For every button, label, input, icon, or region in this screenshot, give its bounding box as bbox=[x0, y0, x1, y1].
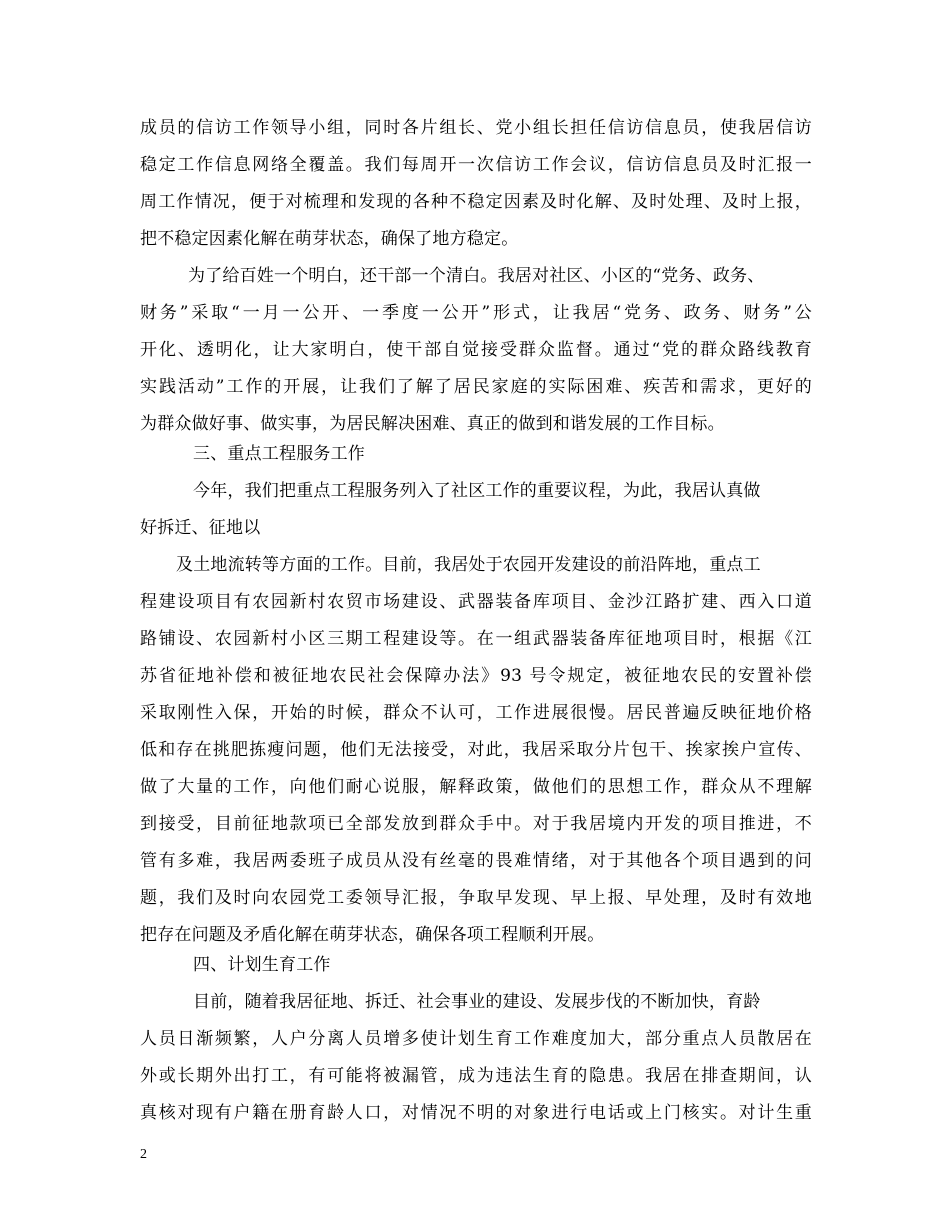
text-line: 实践活动”工作的开展，让我们了解了居民家庭的实际困难、疾苦和需求，更好的 bbox=[140, 377, 812, 397]
text-line: 目前，随着我居征地、拆迁、社会事业的建设、发展步伐的不断加快，育龄 bbox=[193, 992, 761, 1012]
text-line: 财务”采取“一月一公开、一季度一公开”形式，让我居“党务、政务、财务”公 bbox=[140, 303, 812, 323]
text-line: 为群众做好事、做实事，为居民解决困难、真正的做到和谐发展的工作目标。 bbox=[140, 414, 725, 434]
text-line: 苏省征地补偿和被征地农民社会保障办法》93 号令规定，被征地农民的安置补偿 bbox=[140, 666, 812, 686]
text-line: 做了大量的工作，向他们耐心说服，解释政策，做他们的思想工作，群众从不理解 bbox=[140, 777, 812, 797]
text-line: 程建设项目有农园新村农贸市场建设、武器装备库项目、金沙江路扩建、西入口道 bbox=[140, 592, 812, 612]
text-line: 人员日渐频繁，人户分离人员增多使计划生育工作难度加大，部分重点人员散居在 bbox=[140, 1029, 812, 1049]
text-line: 管有多难，我居两委班子成员从没有丝毫的畏难情绪，对于其他各个项目遇到的问 bbox=[140, 851, 812, 871]
page-number: 2 bbox=[140, 1147, 147, 1162]
text-line: 真核对现有户籍在册育龄人口，对情况不明的对象进行电话或上门核实。对计生重 bbox=[140, 1103, 812, 1123]
text-line: 路铺设、农园新村小区三期工程建设等。在一组武器装备库征地项目时，根据《江 bbox=[140, 629, 812, 649]
text-line: 稳定工作信息网络全覆盖。我们每周开一次信访工作会议，信访信息员及时汇报一 bbox=[140, 155, 812, 175]
text-line: 及土地流转等方面的工作。目前，我居处于农园开发建设的前沿阵地，重点工 bbox=[176, 555, 761, 575]
text-line: 成员的信访工作领导小组，同时各片组长、党小组长担任信访信息员，使我居信访 bbox=[140, 118, 812, 138]
text-line: 采取刚性入保，开始的时候，群众不认可，工作进展很慢。居民普遍反映征地价格 bbox=[140, 703, 812, 723]
text-line: 题，我们及时向农园党工委领导汇报，争取早发现、早上报、早处理，及时有效地 bbox=[140, 888, 812, 908]
text-line: 把存在问题及矛盾化解在萌芽状态，确保各项工程顺利开展。 bbox=[140, 925, 605, 945]
text-line: 为了给百姓一个明白，还干部一个清白。我居对社区、小区的“党务、政务、 bbox=[188, 266, 765, 286]
section-heading: 三、重点工程服务工作 bbox=[193, 444, 365, 464]
text-line: 把不稳定因素化解在萌芽状态，确保了地方稳定。 bbox=[140, 229, 519, 249]
section-heading: 四、计划生育工作 bbox=[193, 955, 331, 975]
text-line: 外或长期外出打工，有可能将被漏管，成为违法生育的隐患。我居在排查期间，认 bbox=[140, 1066, 812, 1086]
text-line: 低和存在挑肥拣瘦问题，他们无法接受，对此，我居采取分片包干、挨家挨户宣传、 bbox=[140, 740, 812, 760]
text-line: 开化、透明化，让大家明白，使干部自觉接受群众监督。通过“党的群众路线教育 bbox=[140, 340, 812, 360]
text-line: 好拆迁、征地以 bbox=[140, 518, 261, 538]
text-line: 周工作情况，便于对梳理和发现的各种不稳定因素及时化解、及时处理、及时上报， bbox=[140, 192, 812, 212]
text-line: 今年，我们把重点工程服务列入了社区工作的重要议程，为此，我居认真做 bbox=[193, 481, 761, 501]
text-line: 到接受，目前征地款项已全部发放到群众手中。对于我居境内开发的项目推进，不 bbox=[140, 814, 812, 834]
